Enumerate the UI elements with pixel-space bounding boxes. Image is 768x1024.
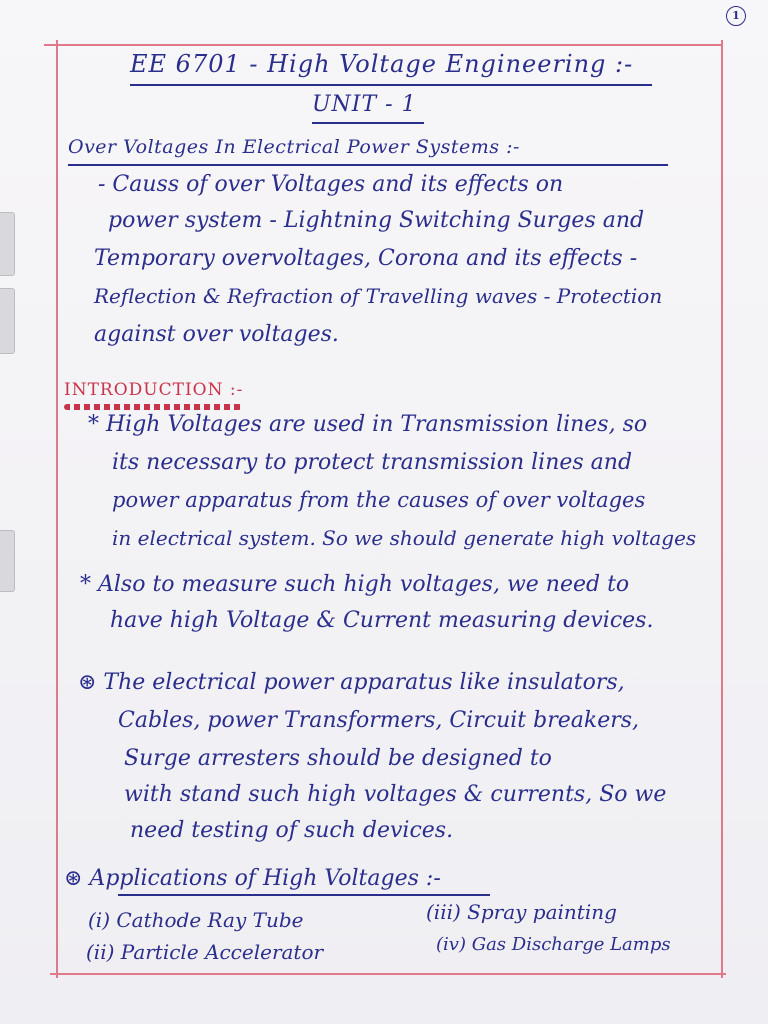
introduction-line: Cables, power Transformers, Circuit breakers, <box>118 708 640 733</box>
section-heading-underline <box>68 164 668 166</box>
syllabus-line: against over voltages. <box>94 322 339 347</box>
page-margin-top-line <box>44 44 722 46</box>
unit-underline <box>312 122 424 124</box>
introduction-line: Surge arresters should be designed to <box>124 746 552 771</box>
section-heading: Over Voltages In Electrical Power Systems :- <box>68 136 520 158</box>
application-item: (i) Cathode Ray Tube <box>88 908 304 932</box>
title-underline <box>130 84 652 86</box>
applications-heading: ⊛ Applications of High Voltages :- <box>64 866 441 891</box>
binder-tab <box>0 212 15 276</box>
binder-tab <box>0 288 15 354</box>
syllabus-line: power system - Lightning Switching Surges and <box>108 208 645 233</box>
introduction-line: in electrical system. So we should generate high voltages <box>112 526 697 550</box>
introduction-line: need testing of such devices. <box>130 818 454 843</box>
introduction-line: have high Voltage & Current measuring devices. <box>110 608 654 633</box>
syllabus-line: Reflection & Refraction of Travelling waves - Protection <box>94 284 663 308</box>
syllabus-line: - Causs of over Voltages and its effects on <box>98 172 564 197</box>
page-margin-left-line <box>56 40 58 978</box>
introduction-line: * Also to measure such high voltages, we need to <box>80 572 630 597</box>
page-margin-bottom-line <box>50 973 726 975</box>
introduction-line: * High Voltages are used in Transmission lines, so <box>88 412 648 437</box>
introduction-line: power apparatus from the causes of over voltages <box>112 488 646 512</box>
application-item: (ii) Particle Accelerator <box>86 940 324 964</box>
introduction-heading: INTRODUCTION :- <box>64 380 244 400</box>
introduction-heading-underline <box>64 404 242 410</box>
page-margin-right-line <box>721 40 723 978</box>
binder-tab <box>0 530 15 592</box>
introduction-line: with stand such high voltages & currents, So we <box>124 782 667 807</box>
page-title: EE 6701 - High Voltage Engineering :- <box>130 50 634 78</box>
applications-heading-underline <box>118 894 490 896</box>
introduction-line: its necessary to protect transmission lines and <box>112 450 633 475</box>
application-item: (iii) Spray painting <box>426 900 617 924</box>
introduction-line: ⊛ The electrical power apparatus like insulators, <box>78 670 625 695</box>
syllabus-line: Temporary overvoltages, Corona and its effects - <box>94 246 638 271</box>
page-number: 1 <box>726 6 746 26</box>
unit-label: UNIT - 1 <box>312 92 417 117</box>
application-item: (iv) Gas Discharge Lamps <box>436 934 671 955</box>
